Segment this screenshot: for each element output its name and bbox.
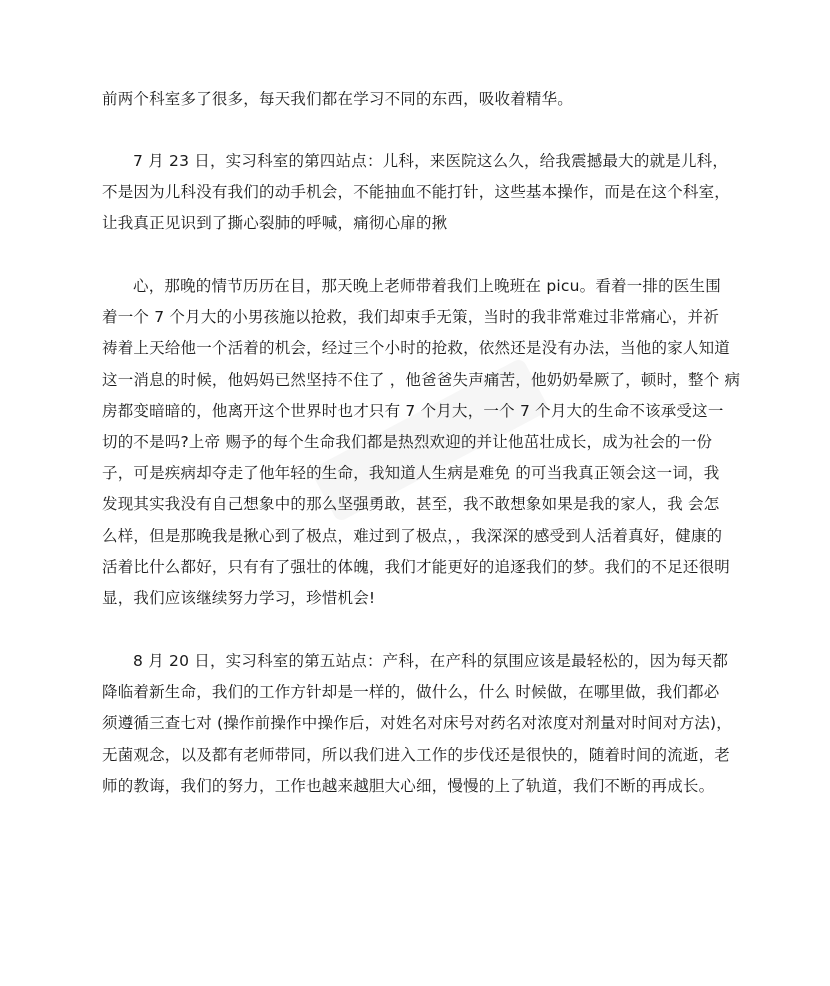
- paragraph-line: 无菌观念，以及都有老师带同，所以我们进入工作的步伐还是很快的，随着时间的流逝，老: [102, 745, 731, 764]
- paragraph-line: 祷着上天给他一个活着的机会，经过三个小时的抢救，依然还是没有办法，当他的家人知道: [102, 339, 731, 358]
- paragraph-3: [102, 271, 741, 614]
- paragraph-line: 切的不是吗?上帝 赐予的每个生命我们都是热烈欢迎的并让他茁壮成长，成为社会的一份: [102, 433, 713, 452]
- paragraph-line: 么样，但是那晚我是揪心到了极点，难过到了极点，，我深深的感受到人活着真好，健康的: [102, 526, 723, 545]
- paragraph-line: 7 月 23 日，实习科室的第四站点：儿科，来医院这么久，给我震撼最大的就是儿科，: [133, 152, 729, 170]
- paragraph-line: 子，可是疾病却夺走了他年轻的生命，我知道人生病是难免 的可当我真正领会这一词，我: [102, 464, 720, 483]
- paragraph-line: 前两个科室多了很多，每天我们都在学习不同的东西，吸收着精华。: [102, 90, 574, 108]
- paragraph-2: [102, 146, 730, 240]
- paragraph-line: 显，我们应该继续努力学习，珍惜机会!: [102, 589, 376, 608]
- paragraph-line: 不是因为儿科没有我们的动手机会，不能抽血不能打针，这些基本操作，而是在这个科室，: [102, 183, 731, 202]
- paragraph-line: 须遵循三查七对 (操作前操作中操作后，对姓名对床号对药名对浓度对剂量对时间对方法)，: [102, 714, 732, 733]
- paragraph-line: 心，那晚的情节历历在目，那天晚上老师带着我们上晚班在 picu。看着一排的医生围: [133, 277, 721, 295]
- paragraph-line: 着一个 7 个月大的小男孩施以抢救，我们却束手无策，当时的我非常难过非常痛心，并祈: [102, 308, 719, 327]
- paragraph-line: 发现其实我没有自己想象中的那么坚强勇敢，甚至，我不敢想象如果是我的家人，我 会怎: [102, 495, 720, 514]
- paragraph-line: 房都变暗暗的，他离开这个世界时也才只有 7 个月大，一个 7 个月大的生命不该承受这一: [102, 401, 724, 420]
- paragraph-line: 师的教诲，我们的努力，工作也越来越胆大心细，慢慢的上了轨道，我们不断的再成长。: [102, 776, 715, 795]
- paragraph-line: 这一消息的时候，他妈妈已然坚持不住了 ，他爸爸失声痛苦，他奶奶晕厥了，顿时，整个 病: [102, 370, 741, 389]
- paragraph-line: 让我真正见识到了撕心裂肺的呼喊，痛彻心扉的揪: [102, 214, 448, 233]
- paragraph-1: [102, 84, 730, 115]
- paragraph-line: 降临着新生命，我们的工作方针却是一样的，做什么，什么 时候做，在哪里做，我们都必: [102, 683, 720, 702]
- paragraph-4: [102, 646, 730, 802]
- paragraph-line: 8 月 20 日，实习科室的第五站点：产科，在产科的氛围应该是最轻松的，因为每天都: [133, 652, 729, 670]
- paragraph-line: 活着比什么都好，只有有了强壮的体魄，我们才能更好的追逐我们的梦。我们的不足还很明: [102, 557, 731, 576]
